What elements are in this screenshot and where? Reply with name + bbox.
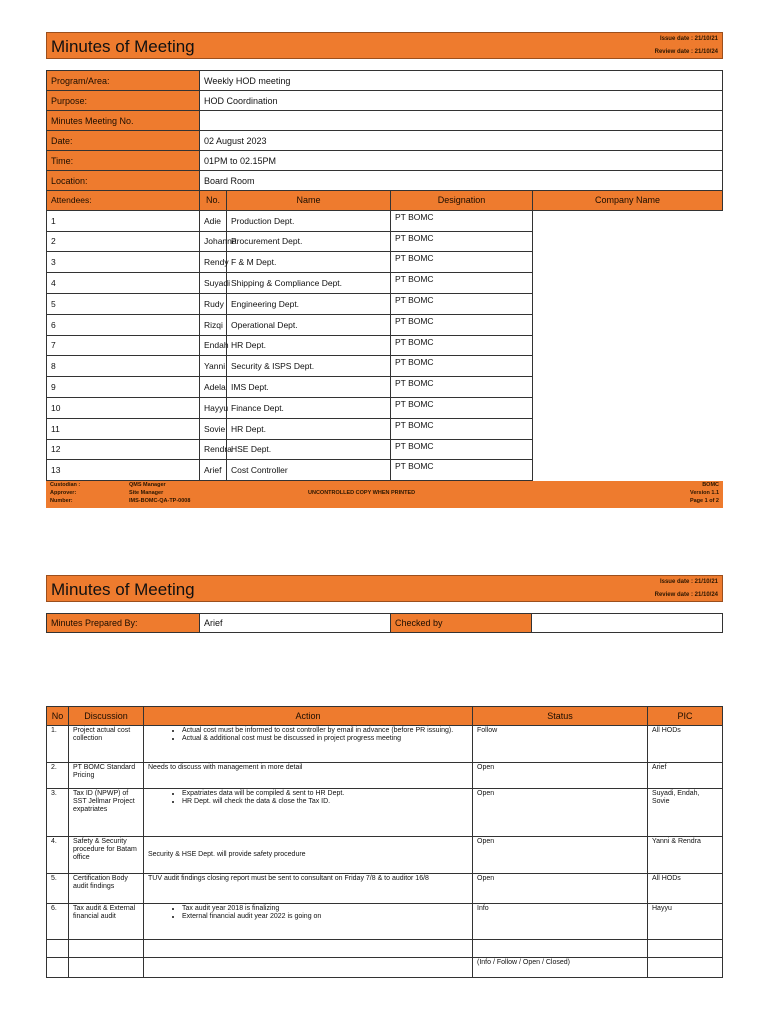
attendee-designation: Security & ISPS Dept. [227,356,391,377]
attendee-designation: Procurement Dept. [227,231,391,252]
attendee-company: PT BOMC [391,231,533,252]
discussion-pic: Suyadi, Endah, Sovie [648,789,723,837]
empty-cell [47,940,69,958]
attendee-company: PT BOMC [391,377,533,398]
discussion-action [144,763,473,789]
attendee-row [47,397,723,418]
attendee-no: 4 [47,273,200,294]
attendee-designation: Production Dept. [227,210,391,231]
action-list [148,905,468,921]
attendee-name: Johanna [200,231,227,252]
info-row [47,151,723,171]
discussion-action [144,837,473,874]
col-name-header: Name [227,191,391,211]
discussion-status: Open [473,763,648,789]
attendee-row [47,460,723,481]
disc-pic-header: PIC [648,707,723,726]
info-label: Time: [47,151,200,171]
info-label: Date: [47,131,200,151]
info-value: HOD Coordination [200,91,723,111]
attendee-row [47,356,723,377]
attendee-name: Endah [200,335,227,356]
attendee-no: 10 [47,397,200,418]
page1-title: Minutes of Meeting [51,37,195,56]
attendees-label: Attendees: [47,191,200,211]
action-item: • Actual cost must be informed to cost controller by email in advance (before PR issuing). [182,727,468,735]
attendee-company: PT BOMC [391,460,533,481]
attendee-name: Adela [200,377,227,398]
discussion-row [47,763,723,789]
attendee-name: Rendy [200,252,227,273]
empty-cell [473,940,648,958]
action-item: • HR Dept. will check the data & close the Tax ID. [182,798,468,806]
disc-status-header: Status [473,707,648,726]
status-legend-row [47,958,723,978]
discussion-topic: Tax ID (NPWP) of SST Jellmar Project expatriates [69,789,144,837]
page1-review-date: Review date : 21/10/24 [654,49,718,55]
action-list [148,790,468,806]
discussion-row [47,837,723,874]
info-value: 01PM to 02.15PM [200,151,723,171]
attendee-designation: Engineering Dept. [227,293,391,314]
meeting-info-table [46,70,723,191]
checked-by-label: Checked by [391,614,532,633]
discussion-row [47,904,723,940]
attendee-no: 6 [47,314,200,335]
custodian-value: QMS Manager [129,482,166,488]
prepared-by-table [46,613,723,633]
info-label: Program/Area: [47,71,200,91]
empty-cell [69,958,144,978]
uncontrolled-copy-note: UNCONTROLLED COPY WHEN PRINTED [308,490,416,496]
attendee-company: PT BOMC [391,335,533,356]
info-row [47,91,723,111]
attendee-row [47,273,723,294]
footer-company: BOMC [702,482,719,488]
attendee-row [47,252,723,273]
page1-issue-date: Issue date : 21/10/21 [659,36,718,42]
action-text: TUV audit findings closing report must be sent to consultant on Friday 7/8 & to auditor 16/8 [148,875,429,882]
info-value: Weekly HOD meeting [200,71,723,91]
discussion-pic: Hayyu [648,904,723,940]
discussion-pic: All HODs [648,726,723,763]
discussion-topic: PT BOMC Standard Pricing [69,763,144,789]
info-row [47,71,723,91]
attendee-designation: Operational Dept. [227,314,391,335]
footer-page-number: Page 1 of 2 [689,498,719,504]
discussion-row [47,726,723,763]
attendee-company: PT BOMC [391,418,533,439]
empty-cell [69,940,144,958]
info-label: Purpose: [47,91,200,111]
page1-footer [46,481,723,508]
discussion-status: Open [473,789,648,837]
info-row [47,131,723,151]
discussion-no: 4. [47,837,69,874]
discussion-status: Open [473,837,648,874]
discussion-topic: Certification Body audit findings [69,874,144,904]
attendee-row [47,418,723,439]
action-text: Security & HSE Dept. will provide safety procedure [148,850,306,858]
status-legend: (Info / Follow / Open / Closed) [473,958,648,978]
info-value [200,111,723,131]
page2-header-banner [46,575,723,602]
col-company-header: Company Name [533,191,723,211]
attendee-no: 2 [47,231,200,252]
discussion-no: 3. [47,789,69,837]
attendee-company: PT BOMC [391,210,533,231]
discussion-table [46,706,723,978]
attendee-company: PT BOMC [391,293,533,314]
empty-cell [648,958,723,978]
discussion-row [47,789,723,837]
discussion-pic: Yanni & Rendra [648,837,723,874]
action-item: • External financial audit year 2022 is going on [182,913,468,921]
discussion-topic: Safety & Security procedure for Batam office [69,837,144,874]
discussion-no: 2. [47,763,69,789]
discussion-pic: Arief [648,763,723,789]
checked-by-value [532,614,723,633]
attendee-designation: HR Dept. [227,418,391,439]
discussion-row-empty [47,940,723,958]
discussion-status: Open [473,874,648,904]
discussion-topic: Tax audit & External financial audit [69,904,144,940]
page2-review-date: Review date : 21/10/24 [654,592,718,598]
attendee-no: 5 [47,293,200,314]
info-row [47,111,723,131]
attendee-row [47,335,723,356]
attendee-row [47,231,723,252]
attendee-no: 13 [47,460,200,481]
attendee-name: Rudy [200,293,227,314]
attendee-name: Adie [200,210,227,231]
page2-title: Minutes of Meeting [51,580,195,599]
discussion-topic: Project actual cost collection [69,726,144,763]
discussion-status: Info [473,904,648,940]
action-list [148,727,468,743]
custodian-label: Custodian : [50,482,81,488]
attendee-designation: F & M Dept. [227,252,391,273]
page2-issue-date: Issue date : 21/10/21 [659,579,718,585]
attendee-company: PT BOMC [391,397,533,418]
footer-version: Version 1.1 [689,490,719,496]
number-value: IMS-BOMC-QA-TP-0008 [129,498,191,504]
attendee-no: 8 [47,356,200,377]
info-row [47,171,723,191]
attendee-company: PT BOMC [391,252,533,273]
discussion-row [47,874,723,904]
attendee-name: Arief [200,460,227,481]
discussion-pic: All HODs [648,874,723,904]
attendee-designation: Shipping & Compliance Dept. [227,273,391,294]
empty-cell [648,940,723,958]
attendee-no: 3 [47,252,200,273]
approver-value: Site Manager [129,490,164,496]
number-label: Number: [50,498,73,504]
discussion-no: 1. [47,726,69,763]
attendee-row [47,377,723,398]
attendee-company: PT BOMC [391,356,533,377]
attendee-no: 11 [47,418,200,439]
attendee-company: PT BOMC [391,314,533,335]
disc-discussion-header: Discussion [69,707,144,726]
attendee-row [47,439,723,460]
attendee-no: 9 [47,377,200,398]
attendee-row [47,210,723,231]
attendee-designation: HR Dept. [227,335,391,356]
attendee-name: Hayyu [200,397,227,418]
action-text: Needs to discuss with management in more detail [148,764,303,771]
attendee-name: Yanni [200,356,227,377]
action-item: • Actual & additional cost must be discussed in project progress meeting [182,735,468,743]
prepared-by-label: Minutes Prepared By: [47,614,200,633]
disc-action-header: Action [144,707,473,726]
empty-cell [144,940,473,958]
attendee-name: Suyadi [200,273,227,294]
info-value: 02 August 2023 [200,131,723,151]
info-label: Minutes Meeting No. [47,111,200,131]
attendee-no: 1 [47,210,200,231]
attendees-table [46,190,723,481]
info-value: Board Room [200,171,723,191]
attendee-name: Rendra [200,439,227,460]
discussion-action [144,904,473,940]
attendee-row [47,314,723,335]
attendee-designation: Cost Controller [227,460,391,481]
attendee-designation: IMS Dept. [227,377,391,398]
attendee-designation: Finance Dept. [227,397,391,418]
discussion-no: 5. [47,874,69,904]
action-item: • Tax audit year 2018 is finalizing [182,905,468,913]
discussion-action [144,789,473,837]
attendee-designation: HSE Dept. [227,439,391,460]
discussion-action [144,874,473,904]
page1-header-banner [46,32,723,59]
info-label: Location: [47,171,200,191]
col-no-header: No. [200,191,227,211]
discussion-no: 6. [47,904,69,940]
empty-cell [144,958,473,978]
discussion-action [144,726,473,763]
action-item: • Expatriates data will be compiled & sent to HR Dept. [182,790,468,798]
disc-no-header: No [47,707,69,726]
attendee-name: Sovie [200,418,227,439]
attendee-row [47,293,723,314]
approver-label: Approver: [50,490,77,496]
discussion-status: Follow [473,726,648,763]
attendee-no: 12 [47,439,200,460]
attendee-no: 7 [47,335,200,356]
attendee-company: PT BOMC [391,439,533,460]
empty-cell [47,958,69,978]
attendee-company: PT BOMC [391,273,533,294]
col-designation-header: Designation [391,191,533,211]
prepared-by-value: Arief [200,614,391,633]
attendee-name: Rizqi [200,314,227,335]
